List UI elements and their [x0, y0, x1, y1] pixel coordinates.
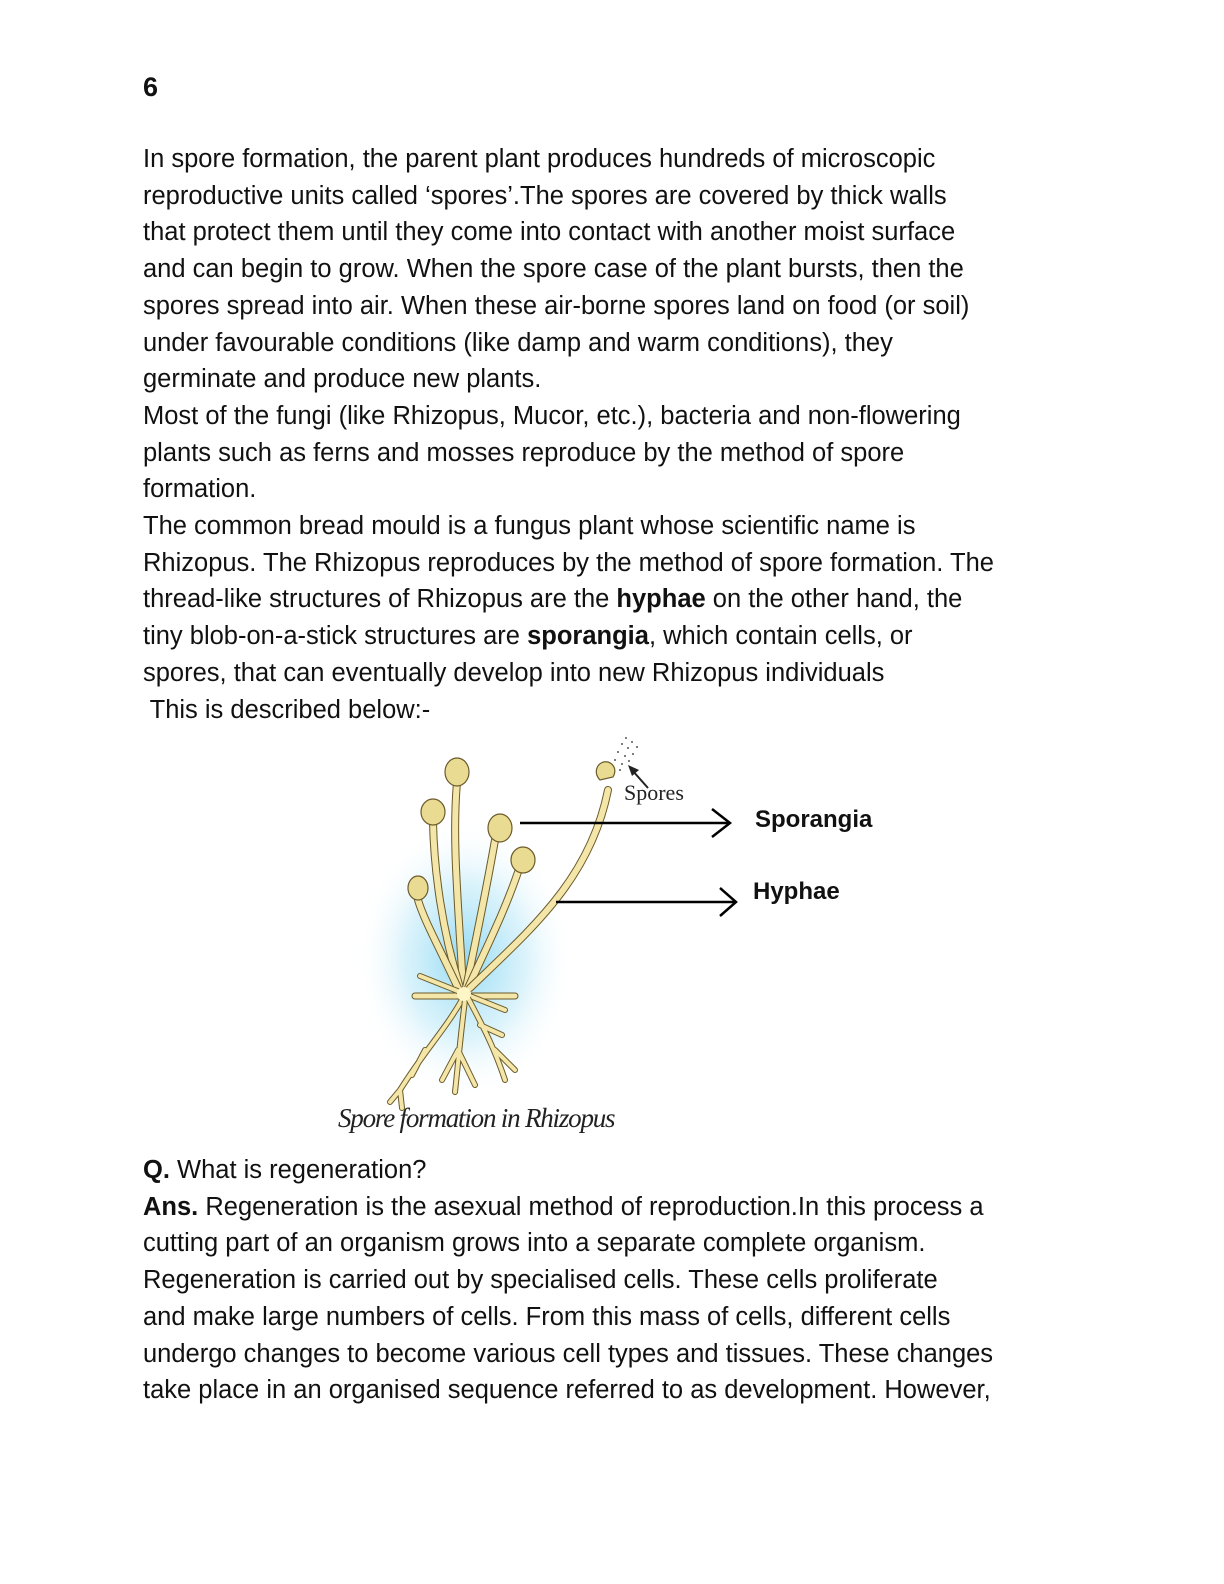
hyphae-arrow [556, 888, 736, 916]
text-line: and can begin to grow. When the spore case of the plant bursts, then the [143, 255, 964, 284]
text-line: formation. [143, 475, 257, 504]
question-text: What is regeneration? [169, 1156, 427, 1184]
text-line: and make large numbers of cells. From this mass of cells, different cells [143, 1302, 951, 1331]
spores-label: Spores [624, 780, 684, 805]
spore-cloud [614, 737, 638, 771]
question [143, 1152, 1103, 1189]
question-label: Q. [143, 1156, 170, 1184]
text-line: spores spread into air. When these air-borne spores land on food (or soil) [143, 291, 970, 320]
text-line: This is described below:- [143, 695, 431, 724]
answer-label: Ans. [143, 1192, 199, 1221]
sporangia-arrow [520, 809, 730, 837]
text-fragment: , which contain cells, or [648, 622, 913, 651]
text-line: under favourable conditions (like damp and warm conditions), they [143, 328, 893, 357]
answer-first-line [143, 1189, 1103, 1226]
term-hyphae: hyphae [616, 585, 706, 614]
text-line: plants such as ferns and mosses reproduce by the method of spore [143, 438, 905, 467]
text-line: Rhizopus. The Rhizopus reproduces by the method of spore formation. The [143, 548, 994, 577]
answer-text: Regeneration is the asexual method of reproduction.In this process a [198, 1192, 984, 1221]
text-line: germinate and produce new plants. [143, 365, 542, 394]
page-number: 6 [143, 72, 159, 102]
text-fragment: thread-like structures of Rhizopus are the [143, 585, 617, 614]
text-line: spores, that can eventually develop into new Rhizopus individuals [143, 658, 885, 687]
spore-formation-text [143, 141, 1103, 728]
text-line: Regeneration is carried out by specialised cells. These cells proliferate [143, 1266, 938, 1295]
hyphae-label: Hyphae [753, 878, 840, 905]
figure-caption: Spore formation in Rhizopus [338, 1103, 615, 1133]
term-sporangia: sporangia [527, 622, 649, 651]
text-line-sporangia [143, 618, 1103, 655]
qa-section [143, 1152, 1103, 1409]
text-fragment: on the other hand, the [705, 585, 963, 614]
text-line: Most of the fungi (like Rhizopus, Mucor, etc.), bacteria and non-flowering [143, 401, 961, 430]
text-line: that protect them until they come into contact with another moist surface [143, 218, 956, 247]
text-line: undergo changes to become various cell types and tissues. These changes [143, 1339, 994, 1368]
text-line-hyphae [143, 581, 1103, 618]
text-fragment: tiny blob-on-a-stick structures are [143, 622, 528, 651]
rhizopus-figure [330, 730, 930, 1150]
text-line: The common bread mould is a fungus plant whose scientific name is [143, 512, 916, 541]
text-line: In spore formation, the parent plant produces hundreds of microscopic [143, 145, 936, 173]
text-line: cutting part of an organism grows into a separate complete organism. [143, 1229, 926, 1258]
text-line: take place in an organised sequence referred to as development. However, [143, 1376, 991, 1405]
sporangia-label: Sporangia [755, 806, 873, 833]
text-line: reproductive units called ‘spores’.The spores are covered by thick walls [143, 181, 947, 210]
